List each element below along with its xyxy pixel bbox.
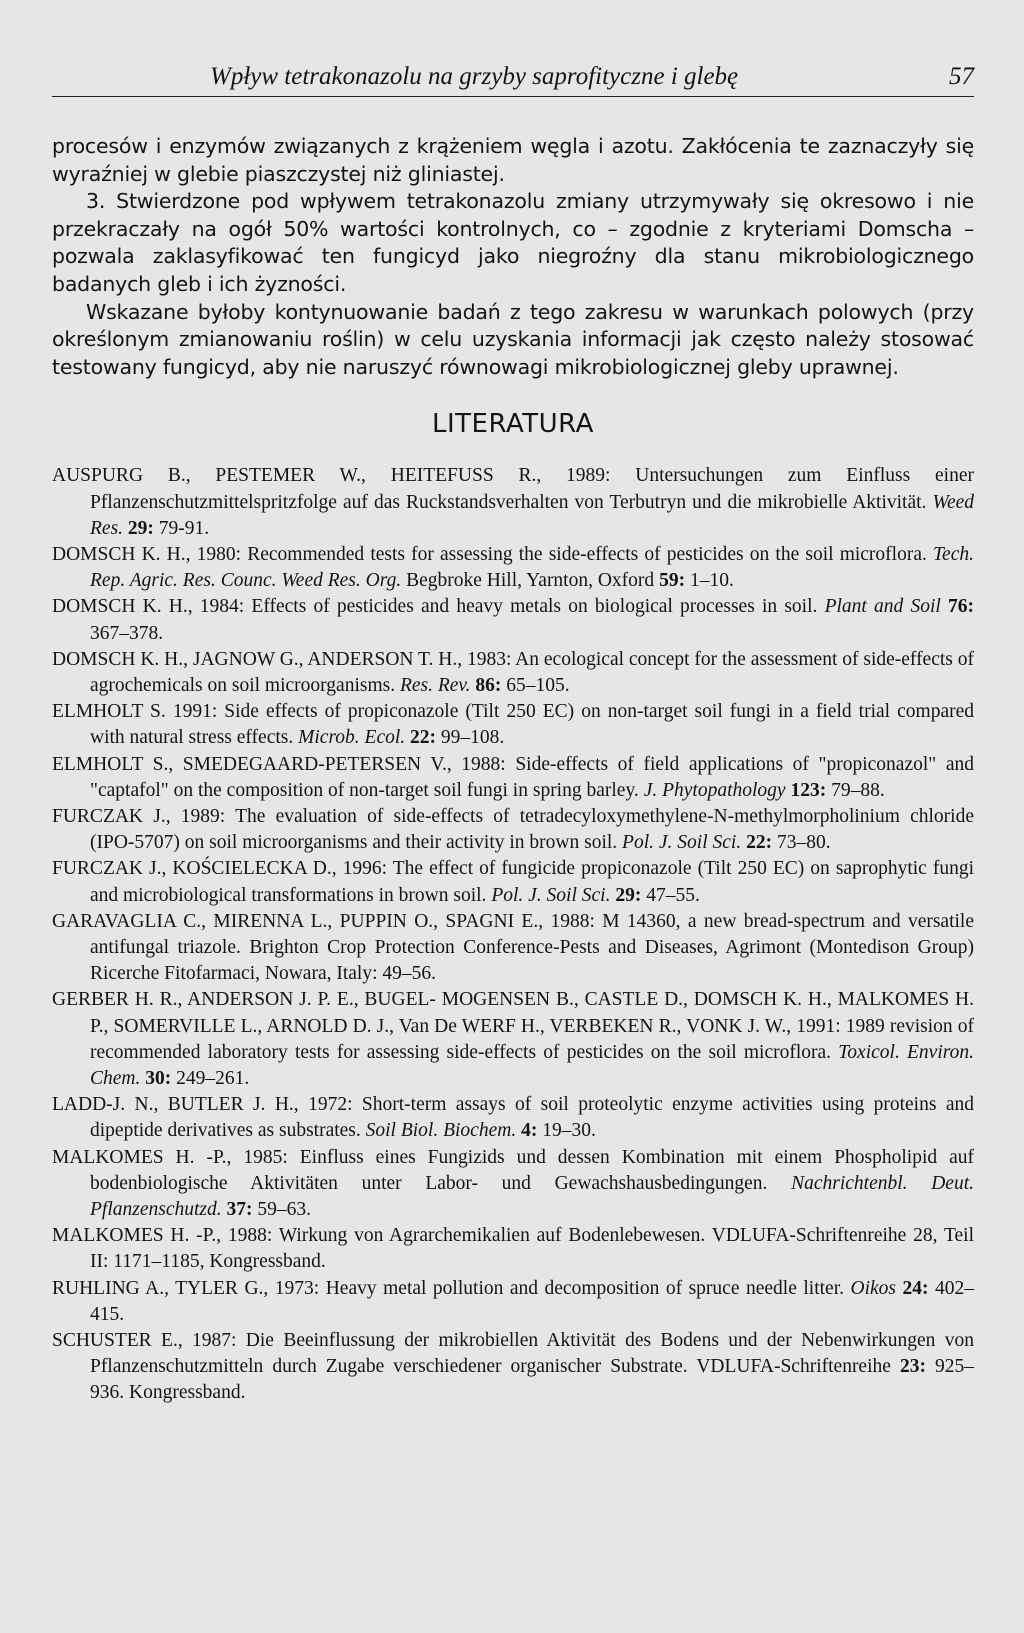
reference-pages: 47–55.	[641, 884, 700, 906]
reference-text: Begbroke Hill, Yarnton, Oxford	[401, 570, 660, 592]
reference-text: FURCZAK J., 1989: The evaluation of side-effects of tetradecyloxymethylene-N-methylmorpholinium chloride (IPO-5707) on soil microorganisms and their activity in brown soil.	[52, 805, 974, 854]
reference-entry	[52, 909, 974, 988]
reference-volume: 123:	[790, 779, 827, 801]
reference-journal: Oikos	[850, 1277, 896, 1299]
reference-pages: 73–80.	[772, 832, 831, 854]
reference-volume: 59:	[659, 570, 686, 592]
reference-text: ELMHOLT S., SMEDEGAARD-PETERSEN V., 1988: Side-effects of field applications of "propiconazol" and "captafol" on the composition of non-target soil fungi in spring barley.	[52, 753, 974, 801]
reference-entry	[52, 463, 974, 542]
reference-entry	[52, 594, 974, 646]
reference-text: DOMSCH K. H., 1984: Effects of pesticides and heavy metals on biological processes in soil.	[52, 596, 825, 618]
references-list	[52, 463, 974, 1406]
reference-volume: 22:	[410, 727, 437, 749]
reference-volume: 86:	[475, 674, 502, 696]
page-number: 57	[949, 63, 974, 90]
reference-volume: 23:	[899, 1356, 926, 1378]
reference-volume: 22:	[746, 832, 773, 854]
reference-entry	[52, 542, 974, 594]
reference-entry	[52, 647, 974, 699]
reference-text: MALKOMES H. -P., 1985: Einfluss eines Fungizids und dessen Kombination mit einem Phospholipid auf bodenbiologische Aktivitäten unter Labor- und Gewachshausbedingungen.	[52, 1146, 974, 1194]
reference-journal: Tech. Rep. Agric. Res. Counc. Weed Res. Org.	[90, 543, 974, 592]
reference-pages: 79-91.	[153, 517, 210, 539]
reference-journal: Microb. Ecol.	[298, 727, 406, 749]
reference-journal: J. Phytopathology	[643, 779, 786, 801]
reference-pages: 65–105.	[501, 674, 570, 696]
reference-text: GERBER H. R., ANDERSON J. P. E., BUGEL- MOGENSEN B., CASTLE D., DOMSCH K. H., MALKOMES H. P., SOMERVILLE L., ARNOLD D. J., Van De WERF H., VERBEKEN R., VONK J. W., 1991: 1989 revision of recommended laboratory tests for assessing side-effects of pesticides on the soil microflora.	[52, 989, 974, 1063]
reference-text: GARAVAGLIA C., MIRENNA L., PUPPIN O., SPAGNI E., 1988: M 14360, a new bread-spectrum and versatile antifungal triazole. Brighton Crop Protection Conference-Pests and Diseases, Agrimont (Montedison Group) Ricerche Fitofarmaci, Nowara, Italy: 49–56.	[52, 910, 974, 985]
reference-journal: Plant and Soil	[824, 596, 941, 618]
reference-entry	[52, 699, 974, 751]
reference-volume: 37:	[226, 1199, 253, 1221]
reference-text: AUSPURG B., PESTEMER W., HEITEFUSS R., 1989: Untersuchungen zum Einfluss einer Pflanzenschutzmittelspritzfolge auf das Ruckstandsverhalten von Terbutryn und die mikrobielle Aktivität.	[52, 465, 974, 513]
paragraph: procesów i enzymów związanych z krążeniem węgla i azotu. Zakłócenia te zaznaczyły się wyraźniej w glebie piaszczystej niż gliniastej.	[52, 134, 974, 186]
reference-volume: 76:	[948, 596, 974, 618]
running-title: Wpływ tetrakonazolu na grzyby saprofityczne i glebę	[210, 63, 739, 90]
paragraph: 3. Stwierdzone pod wpływem tetrakonazolu zmiany utrzymywały się okresowo i nie przekraczały na ogół 50% wartości kontrolnych, co – zgodnie z kryteriami Domscha – pozwala zaklasyfikować ten fungicyd jako niegroźny dla stanu mikrobiologicznego badanych gleb i ich żyzności.	[52, 189, 974, 296]
reference-entry	[52, 1092, 974, 1144]
reference-text: ELMHOLT S. 1991: Side effects of propiconazole (Tilt 250 EC) on non-target soil fungi in a field trial compared with natural stress effects.	[52, 701, 974, 749]
reference-journal: Res. Rev.	[399, 674, 471, 696]
reference-journal: Soil Biol. Biochem.	[365, 1120, 517, 1142]
reference-entry	[52, 987, 974, 1092]
reference-pages: 99–108.	[436, 727, 505, 749]
page	[52, 62, 974, 1407]
reference-text: DOMSCH K. H., JAGNOW G., ANDERSON T. H., 1983: An ecological concept for the assessment of side-effects of agrochemicals on soil microorganisms.	[52, 648, 974, 696]
reference-entry	[52, 1223, 974, 1275]
reference-pages: 249–261.	[171, 1068, 250, 1090]
reference-entry	[52, 1145, 974, 1224]
reference-pages: 59–63.	[252, 1199, 311, 1221]
reference-text: SCHUSTER E., 1987: Die Beeinflussung der mikrobiellen Aktivität des Bodens und der Nebenwirkungen von Pflanzenschutzmitteln durch Zugabe verschiedener organischer Substrate. VDLUFA-Schriftenreihe	[52, 1330, 974, 1378]
reference-text: MALKOMES H. -P., 1988: Wirkung von Agrarchemikalien auf Bodenlebewesen. VDLUFA-Schriftenreihe 28, Teil II: 1171–1185, Kongressband.	[52, 1225, 974, 1273]
reference-pages: 19–30.	[537, 1120, 596, 1142]
reference-text: LADD-J. N., BUTLER J. H., 1972: Short-term assays of soil proteolytic enzyme activities using proteins and dipeptide derivatives as substrates.	[52, 1094, 974, 1142]
reference-text: DOMSCH K. H., 1980: Recommended tests for assessing the side-effects of pesticides on the soil microflora.	[52, 543, 933, 565]
reference-entry	[52, 1276, 974, 1328]
reference-journal: Weed Res.	[90, 491, 974, 539]
reference-pages: 1–10.	[685, 570, 734, 592]
paragraph: Wskazane byłoby kontynuowanie badań z tego zakresu w warunkach polowych (przy określonym zmianowaniu roślin) w celu uzyskania informacji jak często należy stosować testowany fungicyd, aby nie naruszyć równowagi mikrobiologicznej gleby uprawnej.	[52, 299, 974, 379]
reference-journal: Pol. J. Soil Sci.	[491, 884, 611, 906]
reference-journal: Nachrichtenbl. Deut. Pflanzenschutzd.	[90, 1172, 974, 1221]
reference-volume: 4:	[521, 1120, 538, 1142]
reference-entry	[52, 804, 974, 856]
reference-volume: 29:	[615, 884, 642, 906]
reference-volume: 29:	[127, 517, 154, 539]
reference-volume: 30:	[145, 1068, 172, 1090]
reference-entry	[52, 1328, 974, 1407]
reference-pages: 402–415.	[90, 1277, 975, 1325]
references-heading: LITERATURA	[432, 409, 594, 440]
reference-pages: 367–378.	[90, 622, 164, 644]
reference-text	[941, 596, 948, 617]
running-header	[52, 62, 974, 97]
reference-journal: Pol. J. Soil Sci.	[622, 832, 742, 854]
reference-entry	[52, 856, 974, 908]
reference-pages: 925–936. Kongressband.	[90, 1356, 974, 1404]
reference-volume: 24:	[902, 1277, 929, 1299]
conclusions-text	[52, 133, 974, 381]
reference-journal: Toxicol. Environ. Chem.	[90, 1041, 974, 1090]
reference-pages: 79–88.	[826, 779, 885, 801]
reference-entry	[52, 752, 974, 804]
reference-text: FURCZAK J., KOŚCIELECKA D., 1996: The effect of fungicide propiconazole (Tilt 250 EC) on saprophytic fungi and microbiological transformations in brown soil.	[52, 858, 974, 906]
reference-text: RUHLING A., TYLER G., 1973: Heavy metal pollution and decomposition of spruce needle litter.	[52, 1277, 851, 1299]
